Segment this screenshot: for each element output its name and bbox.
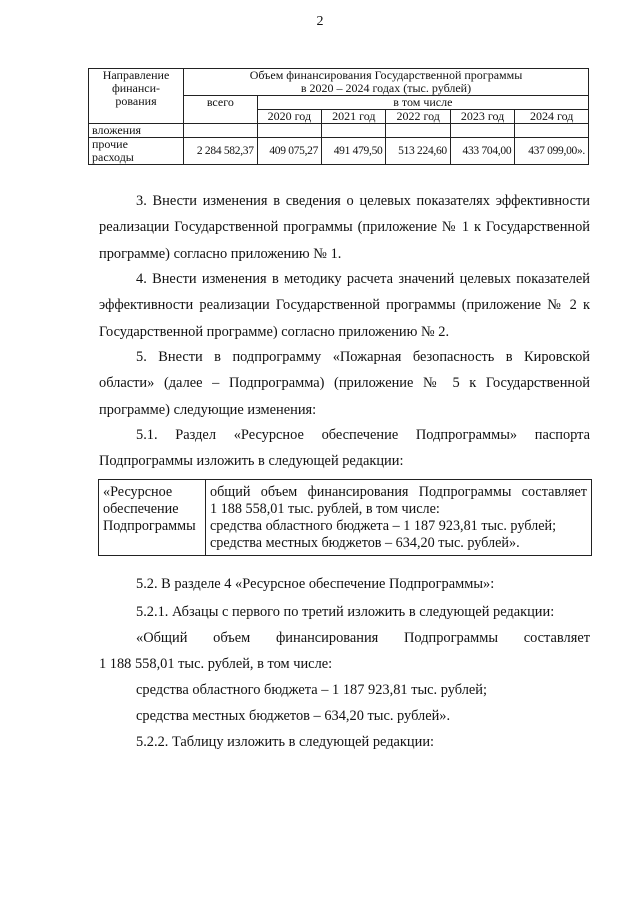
page-number: 2 <box>316 14 324 29</box>
year-header: 2020 год <box>257 110 321 124</box>
including-header: в том числе <box>257 96 588 110</box>
financing-volume-header: Объем финансирования Государственной программы в 2020 – 2024 годах (тыс. рублей) <box>184 69 589 96</box>
total-header: всего <box>184 96 258 124</box>
financing-table <box>88 68 589 165</box>
year-header: 2024 год <box>515 110 589 124</box>
value-cell: 433 704,00 <box>450 138 514 165</box>
value-cell: 409 075,27 <box>257 138 321 165</box>
direction-header: Направление финанси- рования <box>89 69 184 124</box>
year-header: 2023 год <box>450 110 514 124</box>
value-cell: 491 479,50 <box>322 138 386 165</box>
year-header: 2022 год <box>386 110 450 124</box>
regional-budget-line: средства областного бюджета – 1 187 923,81 тыс. рублей; <box>136 682 487 698</box>
value-cell: 513 224,60 <box>386 138 450 165</box>
value-cell: 437 099,00». <box>515 138 589 165</box>
section-5-2-heading: 5.2. В разделе 4 «Ресурсное обеспечение Подпрограммы»: <box>136 576 495 592</box>
paragraph-3: 3. Внести изменения в сведения о целевых показателях эффективности реализации Государственной программы (приложение № 1 к Государственной программе) согласно приложению № 1. <box>99 193 590 262</box>
row-label: вложения <box>89 124 184 138</box>
quote-line-2: 1 188 558,01 тыс. рублей, в том числе: <box>99 656 333 672</box>
table-row <box>89 138 589 165</box>
paragraph-5: 5. Внести в подпрограмму «Пожарная безопасность в Кировской области» (далее – Подпрограмма) (приложение № 5 к Государственной программе) следующие изменения: <box>99 349 590 418</box>
paragraph-4: 4. Внести изменения в методику расчета значений целевых показателей эффективности реализации Государственной программы (приложение № 2 к Государственной программе) согласно приложению № 2. <box>99 271 590 340</box>
item-5-2-2: 5.2.2. Таблицу изложить в следующей редакции: <box>136 734 435 750</box>
resource-table <box>98 479 592 556</box>
year-header: 2021 год <box>322 110 386 124</box>
quote-line-1: «Общий объем финансирования Подпрограммы составляет <box>136 630 590 646</box>
value-cell: 2 284 582,37 <box>184 138 258 165</box>
local-budget-line: средства местных бюджетов – 634,20 тыс. рублей». <box>136 708 451 724</box>
resource-value: общий объем финансирования Подпрограммы составляет 1 188 558,01 тыс. рублей, в том числе: средства областного бюджета – 1 187 923,81 тыс. рублей; средства местных бюджетов – 634,20 тыс. рублей». <box>206 480 592 556</box>
item-5-2-1: 5.2.1. Абзацы с первого по третий изложить в следующей редакции: <box>136 604 555 620</box>
table-row <box>89 124 589 138</box>
paragraph-5-1: 5.1. Раздел «Ресурсное обеспечение Подпрограммы» паспорта Подпрограммы изложить в следующей редакции: <box>99 427 590 470</box>
resource-label: «Ресурсное обеспечение Подпрограммы <box>99 480 206 556</box>
row-label: прочие расходы <box>89 138 184 165</box>
